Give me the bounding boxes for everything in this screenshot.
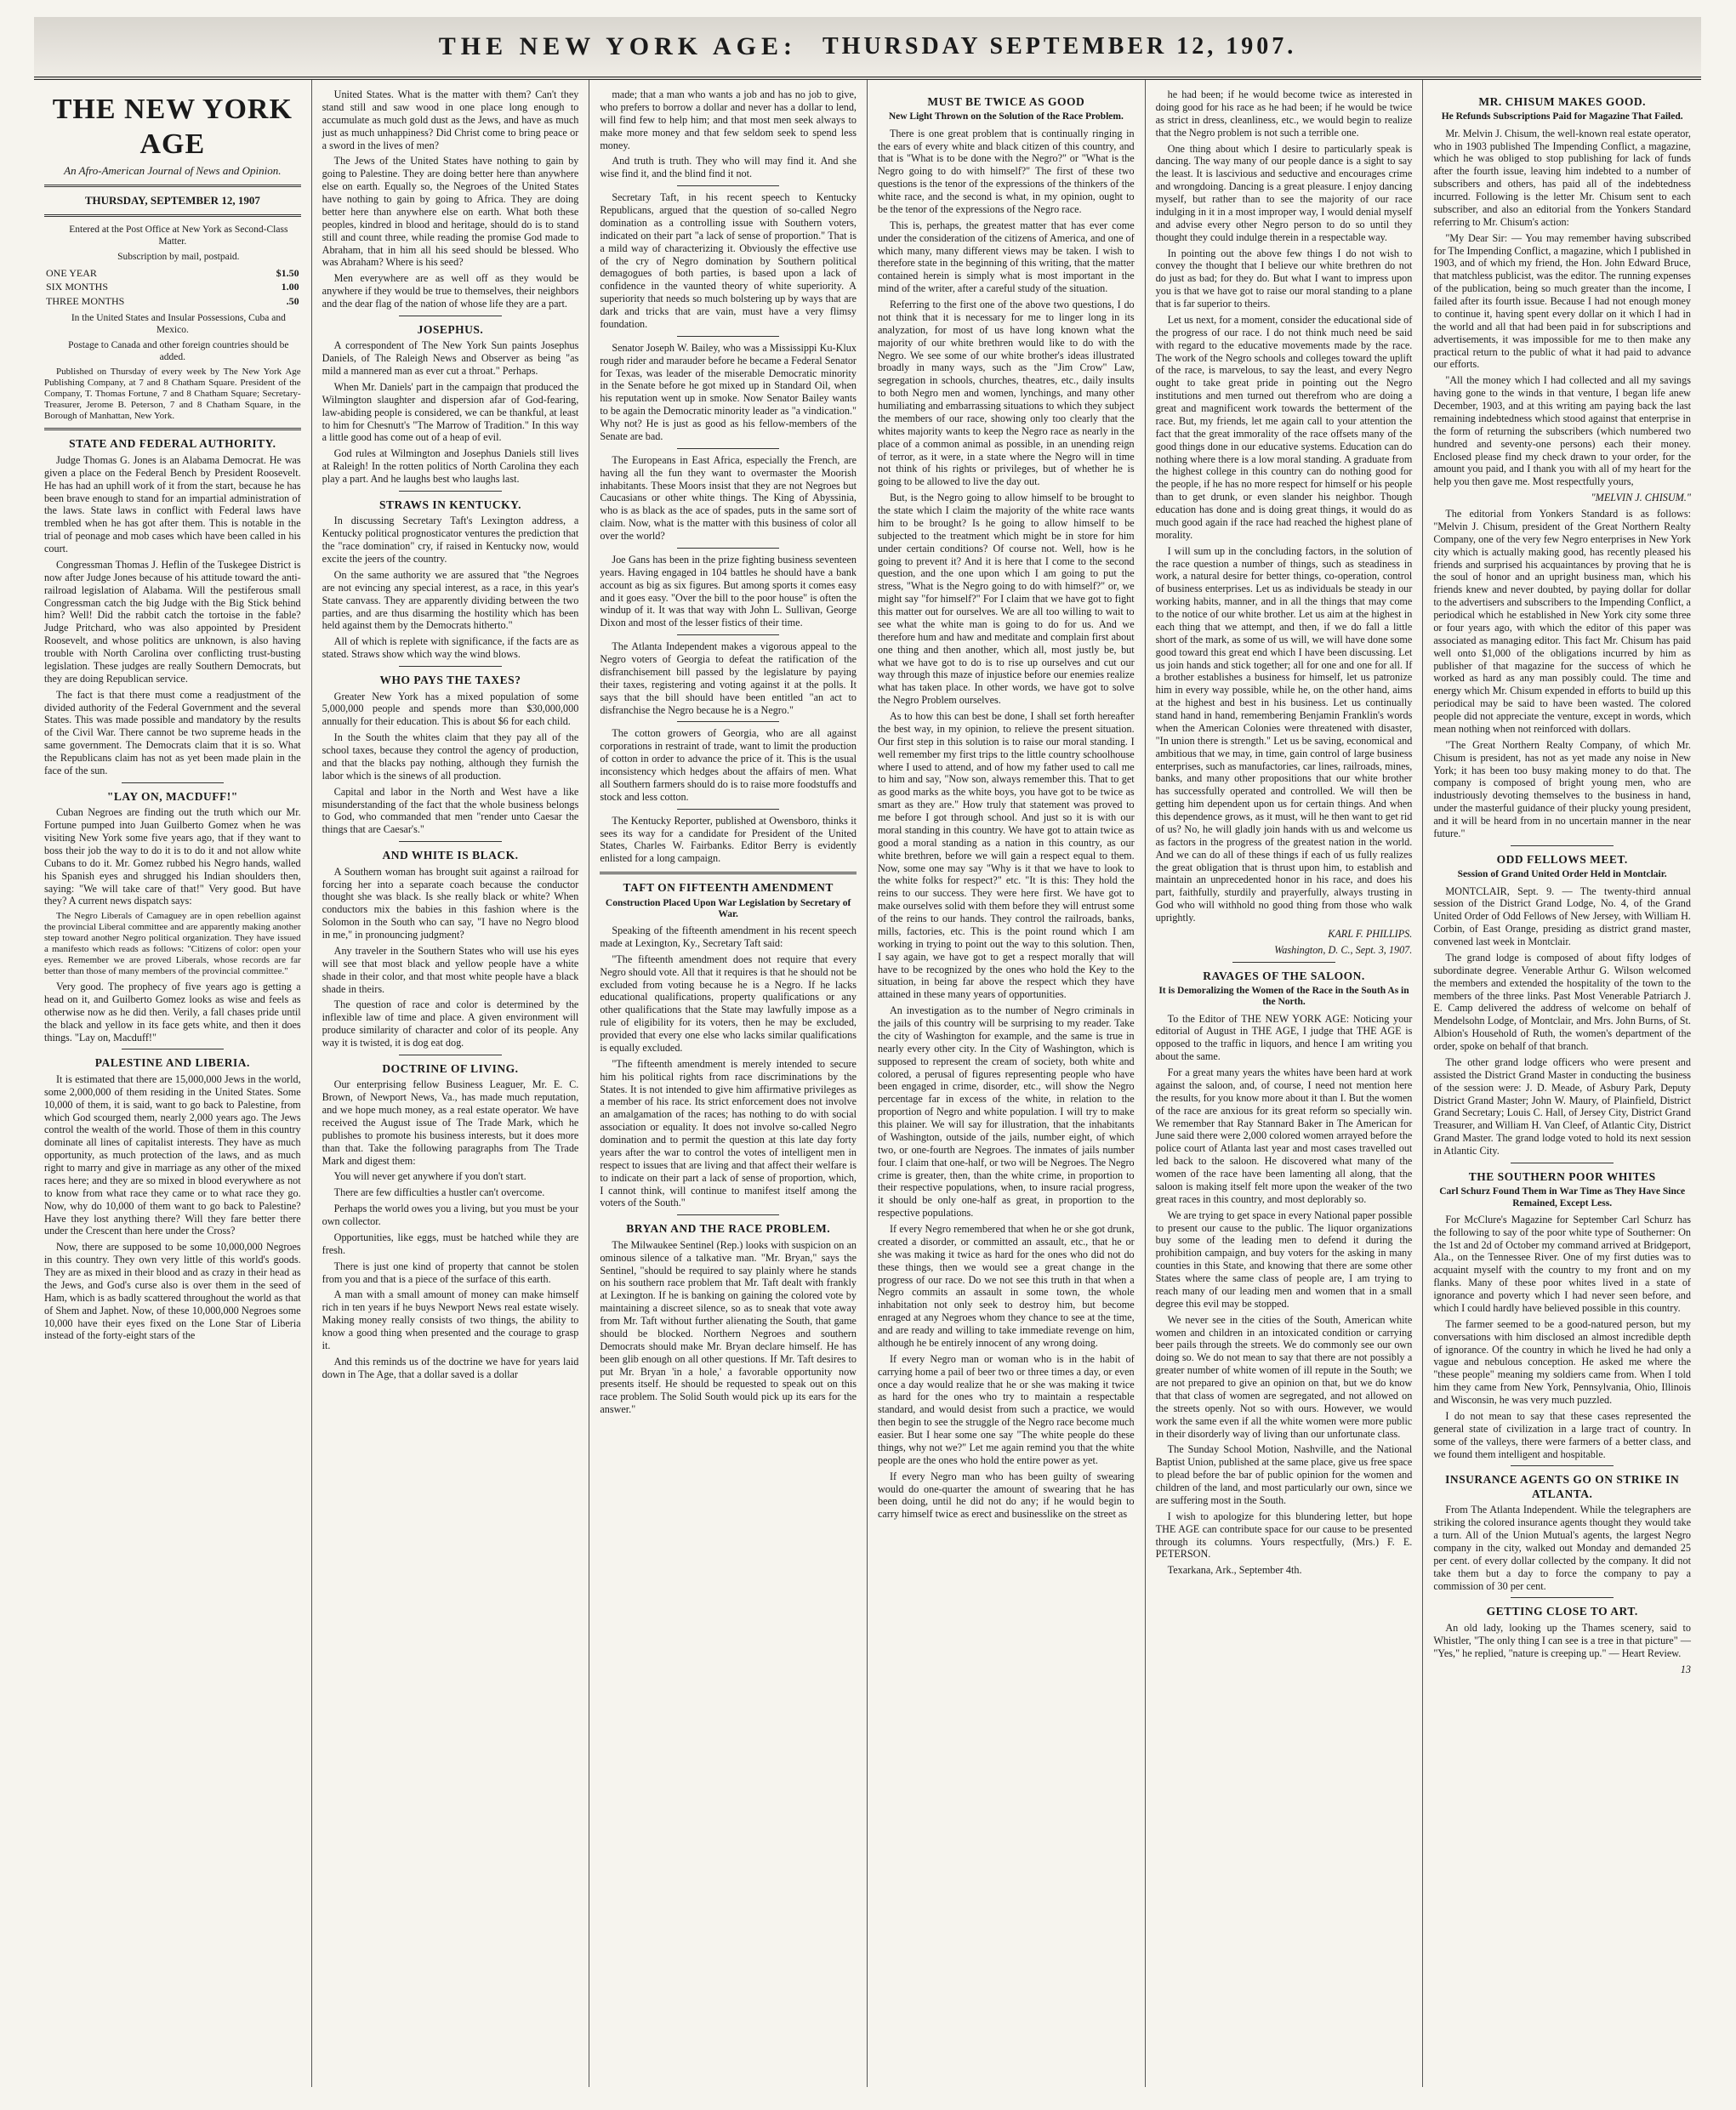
- article-paragraph: But, is the Negro going to allow himself to be brought to the state which I claim the majority of the white race wants him to be brought? Is he going to allow himself to be subjected to the treatment which might be in store for him under certain conditions? Of course not. Well, how is he going to prevent it? And it is here that I come to the second question, and the one upon which I am going to put the stress, "What is the Negro going to do with himself?" or, we might say "for himself?" For I claim that we have got to fight this matter out for ourselves. We are all too willing to wait to see what the white man is going to do for us. And we therefore hum and haw and meditate and complain first about one thing and then another, which all, most justly be, but what we have got to do is to rise up ourselves and cut our way through this maze of injustice before our enemies realize what has taken place. In other words, we have got to solve the Negro Problem ourselves.: [877, 492, 1135, 707]
- article-paragraph: The other grand lodge officers who were present and assisted the District Grand Master in conducting the business of the session were: J. D. Meade, of Asbury Park, Deputy District Grand Master; John W. Maury, of Plainfield, District Grand Secretary; Louis C. Hall, of Jersey City, District Grand Treasurer, and William H. Van Cleef, of Atlantic City, District Grand Master. The grand lodge voted to hold its next session in Atlantic City.: [1433, 1055, 1691, 1157]
- entered-notice: Entered at the Post Office at New York as Second-Class Matter.: [69, 224, 288, 247]
- divider: [1511, 1465, 1614, 1466]
- divider: [677, 448, 780, 449]
- article-paragraph: "The fifteenth amendment does not require that every Negro should vote. All that it requires is that he should not be excluded from voting because he is a Negro. If he lacks educational qualifications, property qualifications or any other qualifications that the State may lawfully impose as a rule of eligibility for its voters, then he may be excluded, provided that every one else who lacks similar qualifications is equally excluded.: [600, 953, 857, 1054]
- divider: [677, 634, 780, 635]
- divider: [677, 809, 780, 810]
- article-headline: DOCTRINE OF LIVING.: [382, 1061, 519, 1075]
- article-paragraph: Opportunities, like eggs, must be hatched while they are fresh.: [322, 1231, 579, 1256]
- article-paragraph: Our enterprising fellow Business Leaguer, Mr. E. C. Brown, of Newport News, Va., has made much reputation, and we hope much money, as a real estate operator. We have received the August issue of The Trade Mark, which he publishes to promote his business interests, but it does more than that. Take the following paragraphs from The Trade Mark and digest them:: [322, 1078, 579, 1167]
- article-paragraph: And this reminds us of the doctrine we have for years laid down in The Age, that a dollar saved is a dollar: [322, 1355, 579, 1380]
- article-paragraph: To the Editor of THE NEW YORK AGE: Noticing your editorial of August in THE AGE, I judge that THE AGE is opposed to the traffic in liquors, and hence I am writing you about the same.: [1155, 1012, 1413, 1063]
- column-5: [1146, 80, 1424, 2087]
- article-paragraph: On the same authority we are assured that "the Negroes are not evincing any special interest, as a race, in this year's State canvass. They are apparently dividing between the two parties, and are thus disarming the hostility which has been held against them by the Democrats hitherto.": [322, 568, 579, 632]
- article-paragraph: Judge Thomas G. Jones is an Alabama Democrat. He was given a place on the Federal Bench by President Roosevelt. He has had an uphill work of it from the start, because he has been brave enough to stand for an impartial administration of the laws. State laws in conflict with Federal laws have trembled when he has got after them. This is notable in the trial of peonage and mob cases which have been called in his court.: [44, 453, 301, 555]
- article-paragraph: There is one great problem that is continually ringing in the ears of every white and black citizen of this country, and that is "What is to be done with the Negro?" or "What is the Negro going to do with himself?" The first of these two questions is the tenor of the expressions of the thinkers of the white race, and the second is what, in my opinion, ought to be the tenor of the expressions of the Negro race.: [877, 127, 1135, 215]
- rate-row: [44, 266, 301, 281]
- article-headline: THE SOUTHERN POOR WHITES: [1468, 1169, 1656, 1183]
- article-headline: STATE AND FEDERAL AUTHORITY.: [69, 437, 276, 451]
- article-paragraph: Cuban Negroes are finding out the truth which our Mr. Fortune pumped into Juan Guilberto Gomez when he was visiting New York some five years ago, that if they want to boss their job the way to do it is to do it and not allow white Cubans to do it. Mr. Gomez rubbed his Negro hands, walled his Spanish eyes and shrugged his Indian shoulders then, saying: "We will take care of that!" Very good. But have they? A current news dispatch says:: [44, 806, 301, 907]
- divider: [677, 336, 780, 337]
- territory-notice: In the United States and Insular Possessions, Cuba and Mexico.: [71, 312, 286, 335]
- article-paragraph: he had been; if he would become twice as interested in doing good for his race as he had been; if he would be twice as strict in dress, cleanliness, etc., we would begin to realize that the Negro problem is not such a terrible one.: [1155, 88, 1413, 139]
- article-headline: STRAWS IN KENTUCKY.: [379, 498, 521, 511]
- masthead-date: THURSDAY SEPTEMBER 12, 1907.: [822, 33, 1297, 60]
- article-headline: JOSEPHUS.: [417, 322, 484, 336]
- article-deck: It is Demoralizing the Women of the Race in the South As in the North.: [1158, 986, 1409, 1008]
- rate-row: [44, 294, 301, 309]
- article-headline: MR. CHISUM MAKES GOOD.: [1478, 95, 1646, 108]
- article-paragraph: We never see in the cities of the South, American white women and children in an intoxicated condition or carrying beer pails through the streets. We do commonly see our own doing so. We do not mean to say that there are not possibly a greater number of white women of ill repute in the South; we are not prepared to give an opinion on that, but we do know that that class of women are segregated, and not allowed on the streets openly. Not so with ours. However, we would work the same even if all the white women were more public in their disorderly way of living than our unfortunate class.: [1155, 1313, 1413, 1440]
- article-dateline: Washington, D. C., Sept. 3, 1907.: [1274, 943, 1413, 956]
- masthead-title: THE NEW YORK AGE:: [438, 32, 797, 60]
- rate-term: ONE YEAR: [46, 266, 97, 279]
- article-paragraph: There is just one kind of property that cannot be stolen from you and that is a piece of the surface of this earth.: [322, 1260, 579, 1285]
- article-deck: He Refunds Subscriptions Paid for Magazine That Failed.: [1441, 111, 1683, 122]
- column-3: [589, 80, 868, 2087]
- article-paragraph: God rules at Wilmington and Josephus Daniels still lives at Raleigh! In the rotten politics of North Carolina they each play a part. And he laughs best who laughs last.: [322, 447, 579, 486]
- article-paragraph: I do not mean to say that these cases represented the general state of civilization in a large tract of country. In some of the valleys, there were farmers of a better class, and we found them intelligent and hospitable.: [1433, 1409, 1691, 1460]
- article-dateline: Texarkana, Ark., September 4th.: [1167, 1564, 1302, 1577]
- divider: [1232, 962, 1335, 963]
- article-paragraph: The question of race and color is determined by the inflexible law of time and place. A given environment will produce similarity of character and color of its people. Any way it is twisted, it is dog eat dog.: [322, 998, 579, 1049]
- article-headline: INSURANCE AGENTS GO ON STRIKE IN ATLANTA.: [1445, 1473, 1680, 1500]
- article-paragraph: A correspondent of The New York Sun paints Josephus Daniels, of The Raleigh News and Observer as being "as mild a mannered man as ever cut a throat." Perhaps.: [322, 339, 579, 378]
- issue-date: THURSDAY, SEPTEMBER 12, 1907: [84, 193, 260, 207]
- divider: [677, 185, 780, 186]
- paper-tagline: An Afro-American Journal of News and Opinion.: [64, 163, 282, 177]
- article-headline: BRYAN AND THE RACE PROBLEM.: [626, 1222, 831, 1236]
- article-paragraph: In pointing out the above few things I do not wish to convey the thought that I believe our white brethren do not do just as bad; for they do. But what I want to impress upon you is that we have got to raise our moral standing to a plane that is far superior to theirs.: [1155, 247, 1413, 310]
- page-number: 13: [1680, 1663, 1691, 1675]
- divider: [399, 666, 502, 667]
- rate-term: THREE MONTHS: [46, 294, 125, 307]
- article-paragraph: All of which is replete with significance, if the facts are as stated. Straws show which way the wind blows.: [322, 635, 579, 661]
- article-paragraph: Any traveler in the Southern States who will use his eyes will see that most black and yellow people have a white shade in their color, and that most white people have a black shade in theirs.: [322, 944, 579, 995]
- article-paragraph: A Southern woman has brought suit against a railroad for forcing her into a separate coach because the conductor thought she was black. Is she really black or white? When conductors mix the babies in this fashion where is the Solomon in the South who can say, "I have no Negro blood in me," in pronouncing judgment?: [322, 865, 579, 941]
- article-paragraph: A man with a small amount of money can make himself rich in ten years if he buys Newport News real estate wisely. Making money really consists of two things, the ability to know a good thing when presented and the courage to grasp it.: [322, 1288, 579, 1351]
- article-paragraph: "All the money which I had collected and all my savings having gone to the winds in that venture, I began life anew December, 1903, and at this writing am paying back the last remaining indebtedness which stood against that enterprise in the form of returning the subscribers (which numbered two hundred and seventy-one persons) each their money. Enclosed please find my check drawn to your order, for the amount you paid, and I thank you with all of my heart for the help you then gave me. Most respectfully yours,: [1433, 374, 1691, 488]
- divider: [399, 491, 502, 492]
- divider: [44, 214, 301, 217]
- article-signature: "MELVIN J. CHISUM.": [1591, 492, 1691, 504]
- article-deck: Session of Grand United Order Held in Montclair.: [1457, 869, 1667, 880]
- article-headline: GETTING CLOSE TO ART.: [1486, 1605, 1638, 1618]
- article-deck: Carl Schurz Found Them in War Time as They Have Since Remained, Except Less.: [1439, 1186, 1686, 1209]
- article-paragraph: When Mr. Daniels' part in the campaign that produced the Wilmington slaughter and dispersion afar of God-fearing, law-abiding people is considered, we can be thankful, at least to him for Chesnutt's "The Marrow of Tradition." In this way a little good has come out of a heap of evil.: [322, 380, 579, 444]
- article-paragraph: From The Atlanta Independent. While the telegraphers are striking the colored insurance agents thought they would take a turn. All of the Union Mutual's agents, the largest Negro company in the city, walked out Monday and demanded 25 per cent. of every dollar collected by the company. It did not take them but a day to force the company to pay a commission of 30 per cent.: [1433, 1504, 1691, 1592]
- article-paragraph: For a great many years the whites have been hard at work against the saloon, and, of course, I need not mention here the results, for you know more about it than I. But the women of the race are anxious for its great reform so specially win. We remember that Ray Stannard Baker in The American for June said there were 2,000 colored women arrayed before the police court of Atlanta last year and most cases travelled out led back to the saloon. He discovered what many of the women of the race have been lamenting all along, that the saloon is making itself felt more upon the weaker of the two great races in this country, and most deplorably so.: [1155, 1066, 1413, 1205]
- postage-notice: Postage to Canada and other foreign countries should be added.: [68, 339, 289, 362]
- article-paragraph: made; that a man who wants a job and has no job to give, who prefers to borrow a dollar and never has a dollar to lend, will find few to help him; and that most men seek always to make more money and that few seldom seek to spend less money.: [600, 88, 857, 151]
- article-paragraph: Mr. Melvin J. Chisum, the well-known real estate operator, who in 1903 published The Impending Conflict, a magazine, which he was obliged to stop publishing for lack of funds after the fourth issue, leaving him indebted to a number of subscribers and others, has paid all of the indebtedness incurred. Following is the letter Mr. Chisum sent to each subscriber, and also an editorial from the Yonkers Standard referring to Mr. Chisum's action:: [1433, 127, 1691, 228]
- article-paragraph: It is estimated that there are 15,000,000 Jews in the world, some 2,000,000 of them residing in the United States. Some 10,000 of them, it is said, want to go back to Palestine, from which God scourged them, nearly 2,000 years ago. The Jews control the wealth of the world. Those of them in this country dominate all lines of capitalist interests. They have as much opportunity, as much protection of the laws, and as much right to marry and give in marriage as any other of the mixed races here; and they are so mixed in blood everywhere as not to know from what race they came or to what race they go. Now, why do 10,000 of them want to go back to Palestine? Have they lost anything there? Will they fare better there under the Crescent than here under the Cross?: [44, 1072, 301, 1237]
- article-paragraph: I wish to apologize for this blundering letter, but hope THE AGE can contribute space for our cause to be presented through its columns. Yours respectfully, (Mrs.) F. E. PETERSON.: [1155, 1510, 1413, 1561]
- columns: [34, 80, 1701, 2087]
- article-paragraph: I will sum up in the concluding factors, in the solution of the race question a number of things, such as steadiness in work, a natural desire for better things, co-operation, control of business enterprises. Let us as individuals be steady in our working habits, manner, and in all the things that may come to the notice of our white brother. Let us aim at the highest in each thing that we attempt, and then, if we do fall a little short of the mark, as some of us will, we will have done some good toward this great end which I have been discussing. Let us join hands and stick together; all for one and one for all. If a brother establishes a business for himself, let us patronize him in every way possible, while he, on the other hand, aims at the highest and best in his business. Let us continually stand hand in hand, remembering Benjamin Franklin's words when the American Colonies were threatened with disaster, "In union there is strength." Let us be saving, economical and ambitious that we may, in time, gain control of large business enterprises, such as manufactories, car lines, railroads, mines, banks, and many other propositions that our white brother has successfully operated and controlled. We will then be getting him dependent upon us for certain things. And when this dependence grows, as it must, will he then want to get rid of us? No, he will gladly join hands with us and welcome us as factors in the progress of the greatest nation in the world. And we can do all of these things if each of us fully realizes the great obligation that is thrust upon him, to establish and maintain an unprecedented honor in his race, and does his part, faithfully, sturdily and prayerfully, always trusting in God who will withhold no good thing from those who walk uprightly.: [1155, 544, 1413, 924]
- article-paragraph: The grand lodge is composed of about fifty lodges of subordinate degree. Venerable Arthur G. Wilson welcomed the members and extended the hospitality of the town to the members of the three links. Past Most Venerable Patriarch J. E. Camp delivered the address of welcome on behalf of Mendelsohn Lodge, of Montclair, and Mrs. John Burns, of St. Albion's Household of Ruth, the women's department of the order, spoke on behalf of that branch.: [1433, 951, 1691, 1052]
- subscription-label: Subscription by mail, postpaid.: [117, 251, 240, 262]
- article-paragraph: Joe Gans has been in the prize fighting business seventeen years. Having engaged in 104 battles he should have a bank account as big as six figures. But among sports it comes easy and it goes easy. "Over the bill to the poor house" is often the windup of it. It was that way with John L. Sullivan, George Dixon and most of the lesser fistics of their time.: [600, 553, 857, 629]
- article-headline: "LAY ON, MACDUFF!": [106, 789, 238, 803]
- divider: [399, 841, 502, 842]
- divider: [1511, 1597, 1614, 1598]
- article-paragraph: Greater New York has a mixed population of some 5,000,000 people and spends more than $30,000,000 annually for their education. This is about $6 for each child.: [322, 690, 579, 728]
- article-paragraph: The Europeans in East Africa, especially the French, are having all the fun they want to overmaster the Moorish inhabitants. These Moors insist that they are not Negroes but Caucasians or other white things. The King of Abyssinia, who is as black as the ace of spades, puts in the same sort of claim. Now, what is the matter with this business of color all over the world?: [600, 453, 857, 542]
- article-paragraph: The editorial from Yonkers Standard is as follows: "Melvin J. Chisum, president of the Great Northern Realty Company, one of the very few Negro enterprises in New York city which is actually making good, has recently pleased his friends and surprised his acquaintances by proving that he is the soul of honor and an upright business man, which his friends knew and never doubted, by paying dollar for dollar to the advertisers and subscribers to the Impending Conflict, a periodical which he established in New York city some three or four years ago, with which the editor of this paper was associated as managing editor. This fact Mr. Chisum has paid well onto $1,000 of the obligations incurred by him as publisher of that magazine for the success of which he worked as hard as any man possibly could. The time and energy which Mr. Chisum expended in efforts to build up this periodical may be said to have been wasted. The colored people did not appreciate the venture, except in words, which mean nothing when not reinforced with dollars.: [1433, 508, 1691, 735]
- article-deck: Construction Placed Upon War Legislation by Secretary of War.: [605, 897, 851, 919]
- article-quote: The Negro Liberals of Camaguey are in open rebellion against the provincial Liberal committee and are apparently making another step toward another Negro political organization. They have issued a manifesto which reads as follows: "Citizens of color: open your eyes. Remember we are proved Liberals, whose records are far better than those of many members of the provincial committee.": [44, 911, 301, 977]
- article-paragraph: Now, there are supposed to be some 10,000,000 Negroes in this country. They own very little of this world's goods. They are as mixed in their blood and as crazy in their head as the Jews, and God's curse also is over them in the seed of Ham, which is as badly scattered throughout the world as that of Shem and Japhet. Now, of these 10,000,000 Negroes some 10,000 have their eyes fixed on the Lone Star of Liberia instead of the forty-eight stars of the: [44, 1241, 301, 1342]
- article-paragraph: If every Negro man who has been guilty of swearing would do one-quarter the amount of swearing that he has been doing, until he did not do any; if he would begin to carry himself twice as erect and businesslike on the street as: [877, 1470, 1135, 1521]
- article-paragraph: You will never get anywhere if you don't start.: [333, 1170, 526, 1183]
- divider: [1511, 845, 1614, 846]
- article-paragraph: The Sunday School Motion, Nashville, and the National Baptist Union, published at the same place, give us free space to plead before the bar of public opinion for the women and children of the land, and most particularly our own, since we are suffering most in the South.: [1155, 1443, 1413, 1506]
- article-paragraph: Men everywhere are as well off as they would be anywhere if they would be true to themselves, their neighbors and the dear flag of the nation of whose life they are a part.: [322, 272, 579, 310]
- divider: [44, 185, 301, 187]
- column-4: [868, 80, 1146, 2087]
- article-paragraph: An investigation as to the number of Negro criminals in the jails of this country will be surprising to my reader. Take the city of Washington for example, and the same is true in nearly every other city. In the City of Washington, which is supposed to represent the cream of society, both white and colored, a perusal of figures representing people who have been engaged in crime, disorder, etc., will show the Negro percentage far in excess of the white, in relation to the proportion of Negro and white population. I will try to make this plainer. We will say for illustration, that the inhabitants of Washington, outside of the jails, number eight, of which two, or one-fourth are Negroes. The inmates of jails number four. I claim that one-half, or two will be Negroes. The Negro crime is greater, then, than the white crime, in proportion to their respective populations, when, to insure racial progress, it should be only one-half as great, in proportion to the respective populations.: [877, 1004, 1135, 1220]
- article-paragraph: In the South the whites claim that they pay all of the school taxes, because they control the agency of production, and that the blacks pay nothing, although they furnish the labor which is the sinews of all production.: [322, 731, 579, 782]
- column-6: [1423, 80, 1701, 2087]
- column-1: [34, 80, 312, 2087]
- article-paragraph: Secretary Taft, in his recent speech to Kentucky Republicans, argued that the question of so-called Negro domination as a controlling issue with Southern voters, indicated on their part "a lack of sense of proportion." That is a mild way of characterizing it. Obviously the effective use of the cry of Negro domination by Southern political demagogues of both parties, is based upon a lack of confidence in the vaunted theory of white superiority. A superiority that needs so much bolstering up by ways that are dark and tricks that are vain, must have a very flimsy foundation.: [600, 191, 857, 330]
- article-paragraph: There are few difficulties a hustler can't overcome.: [333, 1186, 545, 1199]
- masthead: [34, 17, 1701, 80]
- article-headline: WHO PAYS THE TAXES?: [379, 674, 521, 687]
- article-signature: KARL F. PHILLIPS.: [1328, 927, 1413, 940]
- article-paragraph: Senator Joseph W. Bailey, who was a Mississippi Ku-Klux rough rider and marauder before he became a Federal Senator for Texas, was leader of the miserable Democratic minority in the Senate before he got mixed up in Standard Oil, when his reputation went up in smoke. Now Senator Bailey wants to be again the Democratic minority leader as "a vindication." Why not? He is just as good as his fellow-members of the Senate are bad.: [600, 341, 857, 442]
- article-headline: PALESTINE AND LIBERIA.: [94, 1056, 250, 1070]
- column-2: [312, 80, 590, 2087]
- article-paragraph: MONTCLAIR, Sept. 9. — The twenty-third annual session of the District Grand Lodge, No. 4, of the Grand United Order of Odd Fellows of New Jersey, with William H. Corbin, of East Orange, presiding as district grand master, convened last week in Montclair.: [1433, 884, 1691, 947]
- article-paragraph: As to how this can best be done, I shall set forth hereafter the best way, in my opinion, to relieve the present situation. Our first step in this solution is to raise our moral standing. I well remember my first trips to the little country schoolhouse where I used to attend, and of how my father used to call me to him and say, "Now son, always remember this. That to get as good marks as the white boys, you have got to be twice as smart as they are." How truly that statement was proved to me before I got through school. And just so it is with our moral standing in this country. We have got to attain twice as good a moral standing as a nation in this country, as our white brethren, before we will gain a respect equal to them. Now, some one may say "Why is it that we have to look to the white folks for respect?" etc. "It is this: They hold the reins to our success. They were here first. We have got to make ourselves solid with them before they will entrust some of the reins to our hands. They control the railroads, banks, mills, factories, etc. This is the point round which I am working in trying to point out the way to this solution. Then, I say again, we have got to get a respect morally that will have to be recognized by the ones who hold the Key to the situation, in being far above the respect which they have attained in these many years of opportunities.: [877, 710, 1135, 1001]
- article-paragraph: United States. What is the matter with them? Can't they stand still and saw wood in one place long enough to accumulate as much gold dust as the Jews, and have as much just as much unhappiness? Did Christ come to bring peace or a sword in the lives of men?: [322, 88, 579, 151]
- article-headline: TAFT ON FIFTEENTH AMENDMENT: [623, 881, 834, 895]
- divider: [122, 782, 225, 783]
- article-paragraph: Congressman Thomas J. Heflin of the Tuskegee District is now after Judge Jones because of his attitude toward the anti-railroad legislation of Alabama. Will the pestiferous small Congressman catch the big Judge with the Big Stick behind him? Well! Did the rabbit catch the tortoise in the fable? Judge Pritchard, who was also appointed by President Roosevelt, and whose politics are unknown, is also having trouble with North Carolina over conflicting trust-busting legislation. These judges are really Southern Democrats, but they are doing Republican service.: [44, 558, 301, 685]
- article-paragraph: We are trying to get space in every National paper possible to present our cause to the public. The liquor organizations buy some of the leading men to defend it during the prohibition campaign, and buy voters for the asking in many counties in this State, and knowing that there are some other States where the same class of people are, I am trying to reach many of our leading men and women that in a small degree this evil may be stopped.: [1155, 1209, 1413, 1310]
- article-paragraph: The Atlanta Independent makes a vigorous appeal to the Negro voters of Georgia to defeat the ratification of the disfranchisement bill passed by the legislature by paying their taxes, registering and voting against it at the polls. It says that the bill should have been entitled "an act to disfranchise the Negro because he is a Negro.": [600, 640, 857, 716]
- article-paragraph: Speaking of the fifteenth amendment in his recent speech made at Lexington, Ky., Secretary Taft said:: [600, 924, 857, 949]
- divider: [600, 872, 857, 874]
- article-paragraph: The Kentucky Reporter, published at Owensboro, thinks it sees its way for a candidate for President of the United States, Charles W. Fairbanks. Editor Berry is evidently enlisted for a long campaign.: [600, 814, 857, 865]
- article-paragraph: In discussing Secretary Taft's Lexington address, a Kentucky political prognosticator ventures the prediction that the "race domination" cry, if raised in Kentucky now, would excite the jeers of the country.: [322, 515, 579, 566]
- divider: [677, 548, 780, 549]
- article-headline: RAVAGES OF THE SALOON.: [1203, 969, 1365, 982]
- article-paragraph: Referring to the first one of the above two questions, I do not think that it is necessary for me to linger long in its analyzation, for most of us have long known what the majority of our white brethren would like to do with the Negro. We see some of our white brother's ideas illustrated broadly in many ways, such as the "Jim Crow" Law, segregation in schools, churches, theatres, etc., daily insults to both Negro men and women, lynchings, and many other humiliating and embarrassing situations to which they subject the members of our race, showing only too clearly that the whites majority wants to keep the Negro race as nearly in the place of a common animal as possible, in an unending reign of terror, as it were, in a state where the Negro will in time not think of his rights or privileges, but of whether he is going to be allowed to live the day out.: [877, 299, 1135, 488]
- article-headline: AND WHITE IS BLACK.: [382, 849, 519, 862]
- divider: [677, 721, 780, 722]
- article-headline: ODD FELLOWS MEET.: [1496, 852, 1628, 866]
- article-paragraph: The cotton growers of Georgia, who are all against corporations in restraint of trade, want to limit the production of cotton in order to advance the price of it. This is the usual inconsistency which hedges about the affairs of men. What all Southern farmers should do is to raise more foodstuffs and stock and less cotton.: [600, 727, 857, 803]
- subscription-rates: [44, 266, 301, 309]
- article-paragraph: One thing about which I desire to particularly speak is dancing. The way many of our people dance is a sight to say the least. It is lascivious and seductive and encourages crime and wrongdoing. Dancing is a great pleasure. I enjoy dancing myself, but rather than to see the majority of our race indulging in it in a most improper way, I would denial myself and advise every other Negro person to do so until they thought they could indulge therein in a respectable way.: [1155, 142, 1413, 243]
- article-paragraph: Perhaps the world owes you a living, but you must be your own collector.: [322, 1203, 579, 1228]
- article-paragraph: "The Great Northern Realty Company, of which Mr. Chisum is president, has not as yet made any noise in New York; it has been too busy making money to do that. The company is composed of bright young men, who are industriously devoting themselves to the business in hand, under the masterful guidance of their plucky young president, and it will be heard from in no uncertain manner in the near future.": [1433, 738, 1691, 839]
- rate-row: [44, 280, 301, 294]
- article-paragraph: Very good. The prophecy of five years ago is getting a head on it, and Guilberto Gomez looks as wise and feels as otherwise now as he did then. Verily, a fall chases pride until the black and yellow in its face gets white, and then it does things. "Lay on, Macduff!": [44, 981, 301, 1044]
- article-paragraph: Capital and labor in the North and West have a like misunderstanding of the fact that the whole business belongs to God, who commanded that men "render unto Caesar the things that are Caesar's.": [322, 785, 579, 836]
- article-paragraph: For McClure's Magazine for September Carl Schurz has the following to say of the poor white type of Southerner: On the 1st and 2d of October my command arrived at Bridgeport, Ala., on the Tennessee River. One of my first duties was to acquaint myself with the country to my front and on my flanks. Many of these poor whites lived in a state of ignorance and poverty which I had never seen before, and which I could hardly have believed possible in this country.: [1433, 1213, 1691, 1314]
- rate-price: .50: [286, 294, 299, 307]
- newspaper-page: [34, 17, 1701, 2092]
- divider: [677, 1214, 780, 1215]
- article-paragraph: The farmer seemed to be a good-natured person, but my conversations with him disclosed an almost incredible depth of ignorance. Of the country in which he lived he had only a vague and nebulous conception. He asked me where the "these people" meaning my soldiers came from. When I told him they came from New York, Pennsylvania, Ohio, Illinois and Wisconsin, he was very much puzzled.: [1433, 1317, 1691, 1407]
- article-paragraph: And truth is truth. They who will may find it. And she wise find it, and the blind find it not.: [600, 155, 857, 180]
- rate-price: $1.50: [276, 266, 299, 279]
- article-paragraph: If every Negro man or woman who is in the habit of carrying home a pail of beer two or three times a day, or even once a day would realize that he or she was making it twice as hard for the ones who try to maintain a respectable standard, and would desist from such a practice, we would then begin to see the struggle of the Negro race become much easier. But I hear some one say "The white people do these things, why not we?" Let me again remind you that the white people are the ones who hold the entire power as yet.: [877, 1352, 1135, 1466]
- article-deck: New Light Thrown on the Solution of the Race Problem.: [888, 111, 1124, 122]
- publisher-notice: Published on Thursday of every week by The New York Age Publishing Company, at 7 and 8 Chatham Square. President of the Company, T. Thomas Fortune, 7 and 8 Chatham Square; Secretary-Treasurer, Jerome B. Peterson, 7 and 8 Chatham Square, in the Borough of Manhattan, New York.: [44, 366, 301, 421]
- rate-price: 1.00: [281, 281, 299, 293]
- article-paragraph: This is, perhaps, the greatest matter that has ever come under the consideration of the citizens of America, and one of which many, many different views may be taken. I wish to therefore state in the beginning of this writing, that the matter contained herein is simply what is most important in the mind of the writer, after a careful study of the situation.: [877, 219, 1135, 295]
- article-paragraph: The fact is that there must come a readjustment of the divided authority of the Federal Government and the several States. This was made possible and mandatory by the results of the Civil War. There cannot be two supreme heads in the same government. The Democrats claim that it is so. What the Republicans claim has not as yet been made plain in the face of the sun.: [44, 688, 301, 776]
- article-paragraph: "My Dear Sir: — You may remember having subscribed for The Impending Conflict, a magazine, which I published in 1903, and of which my friend, the Hon. John Edward Bruce, that matchless publicist, was the editor. The running expenses of the publication, being so much greater than the income, I failed after its fourth issue. Because I had not enough money to continue it, having spent every dollar on it which I had in the world and all that had been paid in for subscriptions and advertisements, it was impossible for me to then make any practical return to the public of what it had paid to advance our efforts.: [1433, 231, 1691, 371]
- divider: [44, 428, 301, 430]
- article-paragraph: "The fifteenth amendment is merely intended to secure him his political rights from race discriminations by the States. It is not intended to give him affirmative privileges as a member of his race. Its strict enforcement does not involve an amalgamation of the races; has nothing to do with social association or equality. It does not involve so-called Negro domination and to permit the question at this late day forty years after the war to control the votes of intelligent men in respect to issues that are living and that affect their welfare is to indicate on their part a lack of sense of proportion, which, I cannot think, will continue to manifest itself among the voters of the South.": [600, 1057, 857, 1209]
- paper-title: THE NEW YORK AGE: [52, 94, 293, 161]
- article-headline: MUST BE TWICE AS GOOD: [927, 95, 1085, 108]
- article-paragraph: The Milwaukee Sentinel (Rep.) looks with suspicion on an ominous silence of a talkative man. "Mr. Bryan," says the Sentinel, "should be required to say plainly where he stands on his southern race problem that Mr. Taft dealt with frankly at Lexington. If he is banking on gaining the colored vote by maintaining a discreet silence, so as to sneak that vote away from Mr. Taft without further alienating the South, that game should be blocked. Northern Negroes and southern Democrats should make Mr. Bryan declare himself. He has been glib enough on all other questions. If Mr. Taft desires to put Mr. Bryan 'in a hole,' a favorable opportunity now presents itself. He should be requested to speak out on this race problem. The Solid South would pick up its ears for the answer.": [600, 1238, 857, 1416]
- article-paragraph: The Jews of the United States have nothing to gain by going to Palestine. They are doing better here than anywhere else on earth. Equally so, the Negroes of the United States have nothing to gain by going to Africa. They are doing better here than anywhere else on earth. What both these peoples, kindred in blood and heritage, should do is to stand still and count three, while reading the promise God made to Abraham, that in him all his seed should be blessed. Who was Abraham? Where is his seed?: [322, 155, 579, 269]
- article-paragraph: If every Negro remembered that when he or she got drunk, created a disorder, or committed an assault, etc., that he or she was making it twice as hard for the ones who did not do these things, then we would see a great change in the progress of our race. Do we not see this truth in that when a Negro commits an assault in some town, the whole inhabitation not only seek to destroy him, but become enraged at any Negroes whom they chance to see at the time, and are ready and willing to take immediate revenge on him, although he be entirely innocent of any wrong doing.: [877, 1223, 1135, 1349]
- rate-term: SIX MONTHS: [46, 281, 109, 293]
- article-paragraph: Let us next, for a moment, consider the educational side of the progress of our race. I do not think much need be said with regard to the educative movements made by the race. The work of the Negro schools and colleges toward the uplift of the race, is marvelous, to say the least, and every Negro ought to take great pride in pointing out the Negro institutions and men turned out therefrom who are doing a great and magnificent work towards the betterment of the race. But, my friends, let me again call to your attention the fact that the great immorality of the race offsets many of the good things done in our educative systems. Education can do nothing where there is a low moral standing. A graduate from the highest college in this country can do nothing good for the people, if he has no more respect for himself or his people than to get drunk, or even slander his neighbor. Though education has done and is doing great things, it would do as much good again if the race had reached the highest plane of morality.: [1155, 313, 1413, 541]
- article-paragraph: An old lady, looking up the Thames scenery, said to Whistler, "The only thing I can see is a tree in that picture" — "Yes," he replied, "nature is creeping up." — Heart Review.: [1433, 1621, 1691, 1659]
